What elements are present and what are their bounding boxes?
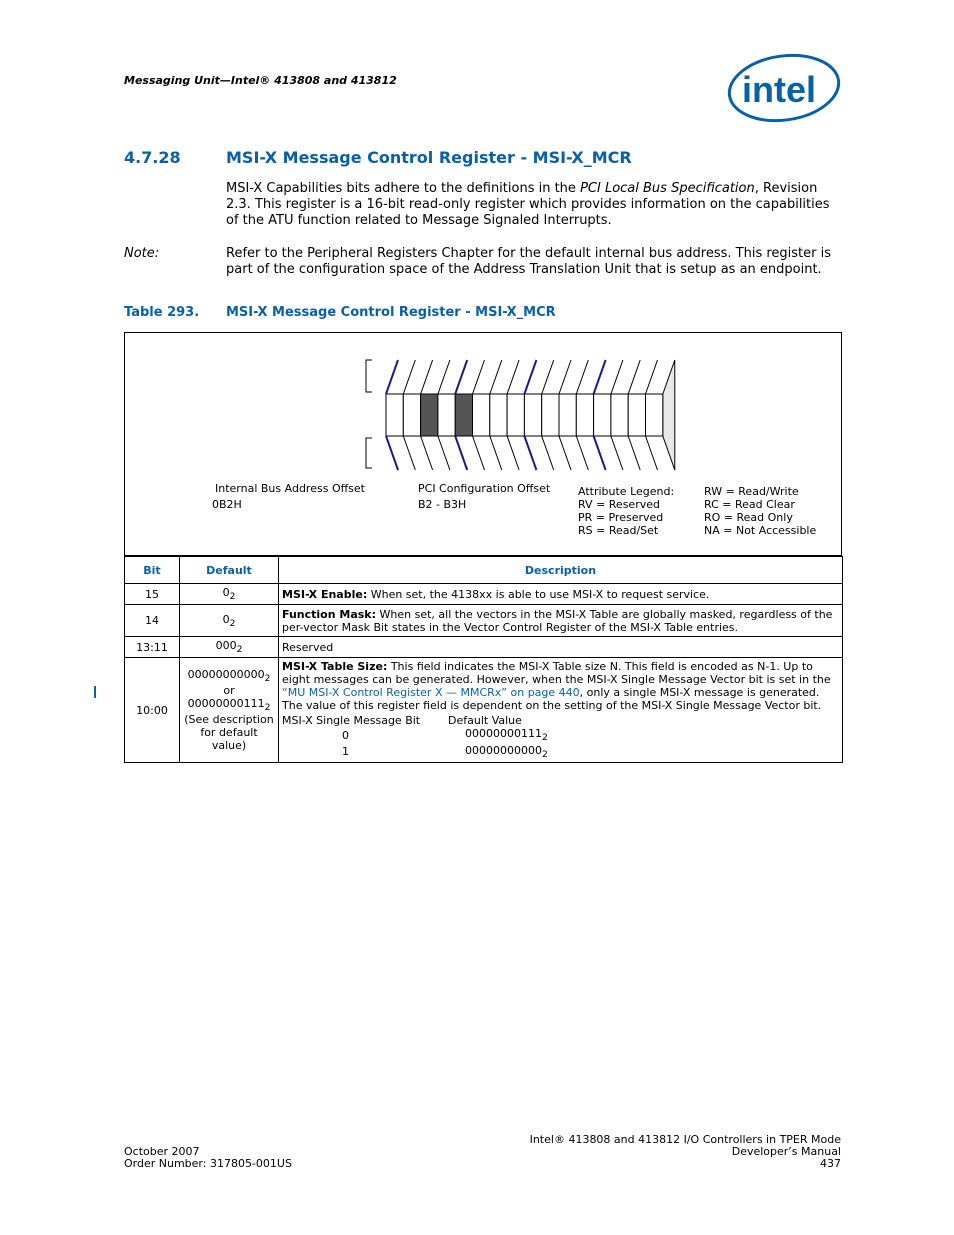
lower-lead-line (542, 436, 554, 470)
table-header-row (125, 557, 843, 584)
bit-cell-7 (524, 394, 541, 436)
bit-cell: 10:00 (125, 658, 180, 762)
upper-lead-line (611, 360, 623, 394)
upper-lead-line (421, 360, 433, 394)
header-description: Description (279, 557, 843, 584)
table-title: MSI-X Message Control Register - MSI-X_MCR (226, 305, 556, 320)
change-bar (94, 686, 96, 698)
lower-lead-line (403, 436, 415, 470)
legend-item: PR = Preserved (578, 511, 664, 524)
upper-lead-line (646, 360, 658, 394)
register-bit-diagram (360, 354, 680, 476)
intel-logo-text: intel (742, 69, 817, 110)
upper-lead-line (594, 360, 606, 394)
bit-cell-12 (438, 394, 455, 436)
bit-cell-15 (386, 394, 403, 436)
bit-cell-2 (611, 394, 628, 436)
bit-cell-14 (403, 394, 420, 436)
legend-item: NA = Not Accessible (704, 524, 817, 537)
lower-lead-line (473, 436, 485, 470)
lower-lead-line (611, 436, 623, 470)
bit-cell-5 (559, 394, 576, 436)
section-number: 4.7.28 (124, 148, 181, 167)
upper-lead-line (403, 360, 415, 394)
bit-cell-6 (542, 394, 559, 436)
lower-lead-line (507, 436, 519, 470)
lower-lead-line (646, 436, 658, 470)
footer-left (124, 1146, 292, 1170)
bit-cell: 14 (125, 605, 180, 637)
lower-bracket (366, 438, 372, 468)
bit-cell-13 (421, 394, 438, 436)
lower-lead-line (524, 436, 536, 470)
pci-offset-label: PCI Configuration Offset (418, 482, 551, 495)
table-row (125, 637, 843, 658)
bit-cell: 13:11 (125, 637, 180, 658)
bit-cell: 15 (125, 584, 180, 605)
header-bit: Bit (125, 557, 180, 584)
bit-cell-10 (473, 394, 490, 436)
intel-logo (724, 50, 842, 132)
upper-lead-line (455, 360, 467, 394)
mmcrx-cross-reference-link[interactable]: “MU MSI-X Control Register X — MMCRx” on page 440 (282, 686, 580, 700)
upper-lead-line (386, 360, 398, 394)
legend-item: RC = Read Clear (704, 498, 795, 511)
upper-lead-line (576, 360, 588, 394)
upper-lead-line (524, 360, 536, 394)
note-label: Note: (124, 246, 160, 261)
bit-cell-3 (594, 394, 611, 436)
section-title: MSI-X Message Control Register - MSI-X_MCR (226, 148, 632, 167)
description-cell: MSI-X Enable: When set, the 4138xx is able to use MSI-X to request service. (279, 584, 843, 605)
internal-offset-value: 0B2H (212, 498, 242, 511)
footer-order-number: Order Number: 317805-001US (124, 1157, 292, 1170)
footer-date: October 2007 (124, 1145, 200, 1158)
footer-product: Intel® 413808 and 413812 I/O Controllers in TPER Mode (529, 1133, 841, 1146)
upper-lead-line (559, 360, 571, 394)
footer-manual: Developer’s Manual (731, 1145, 841, 1158)
header-default: Default (180, 557, 279, 584)
bit-cell-11 (455, 394, 472, 436)
lower-lead-line (559, 436, 571, 470)
table-number: Table 293. (124, 305, 200, 320)
default-cell: $000_2$ (180, 637, 279, 658)
bit-cell-1 (628, 394, 645, 436)
footer-right (530, 1134, 841, 1170)
register-field-table (124, 556, 843, 763)
lower-lead-line (421, 436, 433, 470)
table-row (125, 658, 843, 762)
bit-cell-8 (507, 394, 524, 436)
pci-offset-value: B2 - B3H (418, 498, 467, 511)
upper-lead-line (507, 360, 519, 394)
table-row (125, 584, 843, 605)
upper-lead-line (490, 360, 502, 394)
lower-lead-line (455, 436, 467, 470)
default-cell: $0_2$ (180, 605, 279, 637)
attribute-legend (578, 485, 674, 537)
bit-cell-4 (576, 394, 593, 436)
lower-lead-line (490, 436, 502, 470)
upper-bracket (366, 360, 372, 392)
default-cell: $0_2$ (180, 584, 279, 605)
upper-lead-line (628, 360, 640, 394)
lower-lead-line (438, 436, 450, 470)
legend-item: RO = Read Only (704, 511, 793, 524)
lower-lead-line (628, 436, 640, 470)
lower-lead-line (594, 436, 606, 470)
lower-lead-line (576, 436, 588, 470)
attribute-legend-right (704, 485, 816, 537)
lower-lead-line (386, 436, 398, 470)
section-intro: MSI-X Capabilities bits adhere to the definitions in the PCI Local Bus Specification, Revision 2.3. This register is a 16-bit read-only register which provides information on the capabilities of the ATU function related to Message Signaled Interrupts. (226, 181, 830, 228)
running-title: Messaging Unit—Intel® 413808 and 413812 (124, 74, 397, 87)
bit-cell-0 (646, 394, 663, 436)
upper-lead-line (473, 360, 485, 394)
upper-lead-line (542, 360, 554, 394)
single-message-subtable: MSI-X Single Message Bit Default Value 0 $00000000111_2$ 1 $00000000000_2$ (282, 714, 548, 760)
description-cell: Reserved (279, 637, 843, 658)
upper-lead-line (438, 360, 450, 394)
spec-reference: PCI Local Bus Specification (580, 181, 755, 196)
legend-item: RV = Reserved (578, 498, 660, 511)
diagram-edge (663, 360, 675, 470)
note-text: Refer to the Peripheral Registers Chapter for the default internal bus address. This register is part of the configuration space of the Address Translation Unit that is setup as an endpoint. (226, 246, 832, 277)
bit-cell-9 (490, 394, 507, 436)
description-cell: MSI-X Table Size: This field indicates the MSI-X Table size N. This field is encoded as N-1. Up to eight messages can be generated. However, when the MSI-X Single Message Vector bit is set in the “MU MSI-X Control Register X — MMCRx” on page 440, only a single MSI-X message is generated. The value of this register field is dependent on the setting of the MSI-X Single Message Vector bit. MSI-X Single Message Bit Default Value 0 $00000000111_2$ 1 $00000000000_2$ (279, 658, 843, 762)
legend-item: RW = Read/Write (704, 485, 799, 498)
legend-title: Attribute Legend: (578, 485, 675, 498)
footer-page-number: 437 (820, 1157, 841, 1170)
default-cell: $00000000000_2$ or $00000000111_2$ (See description for default value) (180, 658, 279, 762)
table-row (125, 605, 843, 637)
internal-offset-label: Internal Bus Address Offset (215, 482, 365, 495)
legend-item: RS = Read/Set (578, 524, 659, 537)
description-cell: Function Mask: When set, all the vectors in the MSI-X Table are globally masked, regardless of the per-vector Mask Bit states in the Vector Control Register of the MSI-X Table entries. (279, 605, 843, 637)
